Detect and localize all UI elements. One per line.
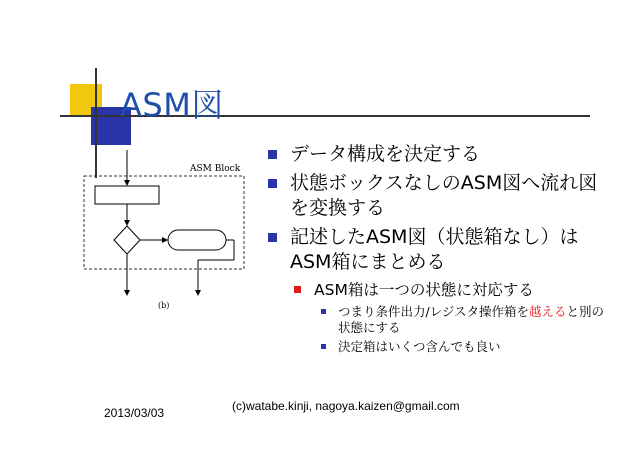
bullet-item: データ構成を決定する — [266, 142, 606, 167]
highlight-text: 越える — [529, 304, 567, 319]
sub-sub-bullet-text: と別の状態にする — [338, 304, 605, 335]
asm-diagram — [78, 148, 250, 318]
state-box — [95, 186, 159, 204]
footer-copyright: (c)watabe.kinji, nagoya.kaizen@gmail.com — [232, 399, 460, 413]
bullet-list — [266, 142, 606, 355]
figure-caption: (b) — [158, 301, 170, 310]
sub-sub-bullet-item: 決定箱はいくつ含んでも良い — [316, 339, 606, 355]
sub-sub-bullet-text: つまり条件出力/レジスタ操作箱を — [338, 304, 530, 319]
footer-date: 2013/03/03 — [104, 406, 165, 420]
bullet-item: 記述したASM図（状態箱なし）はASM箱にまとめる — [266, 225, 606, 275]
asm-block-figure — [78, 148, 250, 318]
asm-block-label: ASM Block — [190, 164, 241, 174]
conditional-output-box — [168, 230, 226, 250]
decision-box — [114, 226, 140, 254]
sub-bullet-item: ASM箱は一つの状態に対応する — [290, 279, 606, 301]
slide-title: ASM図 — [120, 86, 224, 124]
asm-block-boundary — [84, 176, 244, 269]
bullet-item: 状態ボックスなしのASM図へ流れ図を変換する — [266, 171, 606, 221]
sub-sub-bullet-item — [316, 304, 606, 336]
